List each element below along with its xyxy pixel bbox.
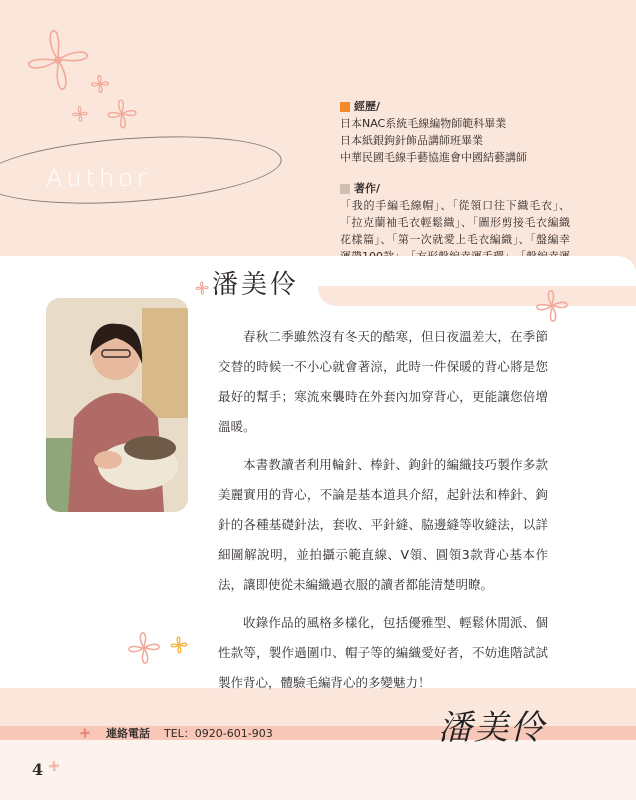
orange-square-icon (340, 102, 350, 112)
author-heading: Author (46, 164, 151, 192)
intro-paragraph: 收錄作品的風格多樣化，包括優雅型、輕鬆休閒派、個性款等，製作過圍巾、帽子等的編織愛好者，不妨進階試試製作背心，體驗毛編背心的多變魅力！ (218, 615, 548, 690)
author-name: 潘美伶 (212, 270, 300, 300)
experience-line: 中華民國毛線手藝協進會中國結藝講師 (340, 151, 527, 164)
works-list: 「我的手編毛線帽」、「從領口往下織毛衣」、「拉克蘭袖毛衣輕鬆織」、「圖形剪接毛衣編織花樣篇」、「第一次就愛上毛衣編織」、「盤編幸 (340, 199, 570, 246)
experience-line: 日本NAC系統毛線編物師範科畢業 (340, 117, 507, 130)
experience-heading-row (340, 98, 570, 115)
works-heading-row (340, 180, 570, 197)
author-signature: 潘美伶 (438, 708, 546, 748)
grey-square-icon (340, 184, 350, 194)
experience-heading: 經歷/ (354, 100, 381, 113)
contact-row (78, 725, 273, 741)
author-photo (46, 298, 188, 512)
card-notch (318, 286, 636, 306)
flower-decoration (68, 102, 92, 126)
flower-decoration (166, 632, 192, 658)
flower-decoration (120, 624, 168, 672)
author-photo-illustration (46, 298, 188, 512)
intro-paragraph: 春秋二季雖然沒有冬天的酷寒，但日夜溫差大，在季節交替的時候一不小心就會著涼，此時一件保暖的背心將是您最好的幫手；寒流來襲時在外套內加穿背心，更能讓您倍增溫暖。 (218, 329, 548, 434)
contact-tel: TEL：0920-601-903 (164, 727, 273, 740)
works-heading: 著作/ (354, 182, 381, 195)
experience-line: 日本紙銀鉤針飾品講師班畢業 (340, 134, 483, 147)
flower-decoration (100, 92, 144, 136)
flower-icon (78, 726, 92, 740)
page-number: 4 (32, 760, 44, 779)
experience-section (340, 98, 570, 166)
contact-label: 連絡電話 (106, 727, 150, 740)
intro-body (218, 322, 548, 706)
intro-paragraph: 本書教讀者利用輪針、棒針、鉤針的編織技巧製作多款美麗實用的背心，不論是基本道具介紹，起針法和棒針、鉤針的各種基礎針法，套收、平針縫、脇邊縫等收縫法，以詳細圖解說明，並拍攝示範直線、V領、圓領3款背心基本作法，讓即使從未編織過衣服的讀者都能清楚明瞭。 (218, 457, 548, 592)
flower-decoration (46, 758, 62, 774)
flower-decoration (192, 278, 212, 298)
